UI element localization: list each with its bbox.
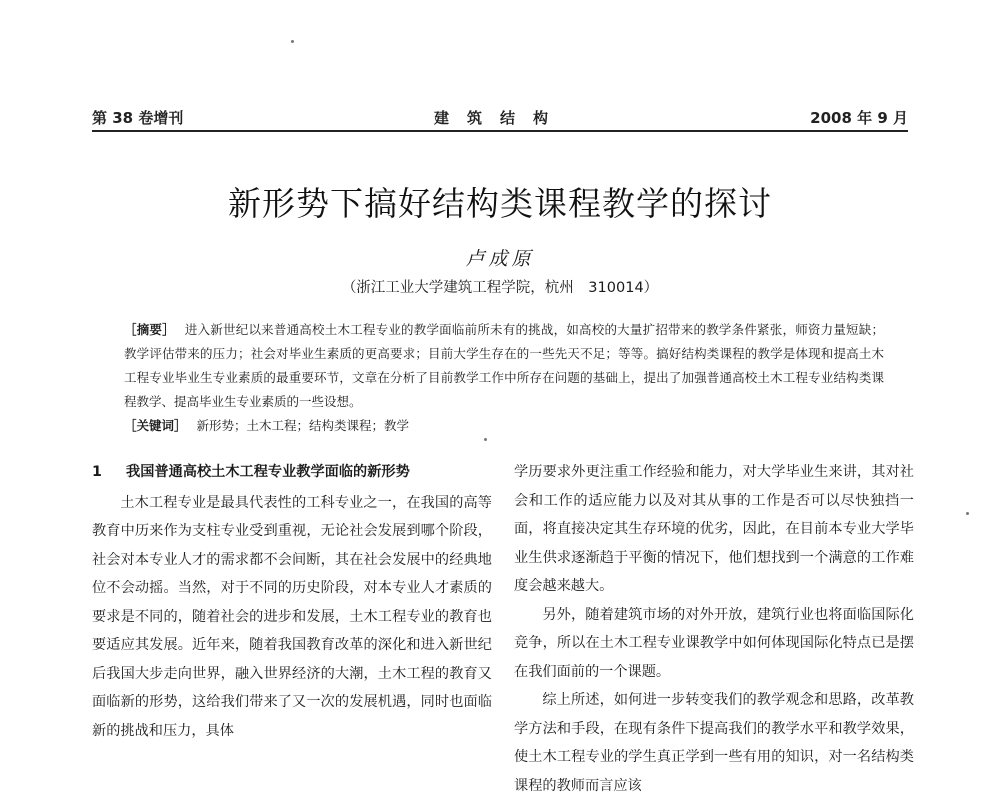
abstract-paragraph [124,318,884,414]
body-paragraph: 综上所述，如何进一步转变我们的教学观念和思路，改革教学方法和手段，在现有条件下提高我们的教学水平和教学效果，使土木工程专业的学生真正学到一些有用的知识，对一名结构类课程的教师而言应该 [514,692,914,794]
keywords-line [124,414,884,438]
header-rule [92,130,908,132]
right-column [514,458,914,800]
abstract-text: 进入新世纪以来普通高校土木工程专业的教学面临前所未有的挑战，如高校的大量扩招带来的教学条件紧张，师资力量短缺；教学评估带来的压力；社会对毕业生素质的更高要求；目前大学生存在的一些先天不足；等等。搞好结构类课程的教学是体现和提高土木工程专业毕业生专业素质的最重要环节，文章在分析了目前教学工作中所存在问题的基础上，提出了加强普通高校土木工程专业结构类课程教学、提高毕业生专业素质的一些设想。 [124,322,884,409]
running-header [92,104,908,130]
body-paragraph: 学历要求外更注重工作经验和能力，对大学毕业生来讲，其对社会和工作的适应能力以及对其从事的工作是否可以尽快独挡一面，将直接决定其生存环境的优劣，因此，在目前本专业大学毕业生供求逐渐趋于平衡的情况下，他们想找到一个满意的工作难度会越来越大。 [514,464,914,594]
keywords-label: ［关键词］ [124,418,187,433]
abstract-label: ［摘要］ [124,322,175,337]
scan-speck [291,40,294,43]
keywords-text: 新形势；土木工程；结构类课程；教学 [196,418,410,433]
section-number: 1 [92,464,102,480]
author-affiliation: （浙江工业大学建筑工程学院，杭州 310014） [341,280,659,296]
publication-date: 2008 年 9 月 [810,109,908,127]
scan-speck [484,438,487,441]
section-heading [92,458,492,487]
section-title: 我国普通高校土木工程专业教学面临的新形势 [126,464,410,480]
abstract-block [124,318,884,438]
author-name: 卢成原 [465,248,535,270]
journal-name: 建筑结构 [433,109,566,127]
body-paragraph: 另外，随着建筑市场的对外开放，建筑行业也将面临国际化竞争，所以在土木工程专业课教学中如何体现国际化特点已是摆在我们面前的一个课题。 [514,606,914,680]
body-paragraph: 土木工程专业是最具代表性的工科专业之一，在我国的高等教育中历来作为支柱专业受到重视，无论社会发展到哪个阶段，社会对本专业人才的需求都不会间断，其在社会发展中的经典地位不会动摇。当然，对于不同的历史阶段，对本专业人才素质的要求是不同的，随着社会的进步和发展，土木工程专业的教育也要适应其发展。近年来，随着我国教育改革的深化和进入新世纪后我国大步走向世界，融入世界经济的大潮，土木工程的教育又面临新的形势，这给我们带来了又一次的发展机遇，同时也面临新的挑战和压力，具体 [92,494,492,739]
left-column [92,458,492,745]
volume-issue: 第 38 卷增刊 [92,109,184,127]
scan-speck [966,512,969,515]
paper-title: 新形势下搞好结构类课程教学的探讨 [228,184,772,223]
